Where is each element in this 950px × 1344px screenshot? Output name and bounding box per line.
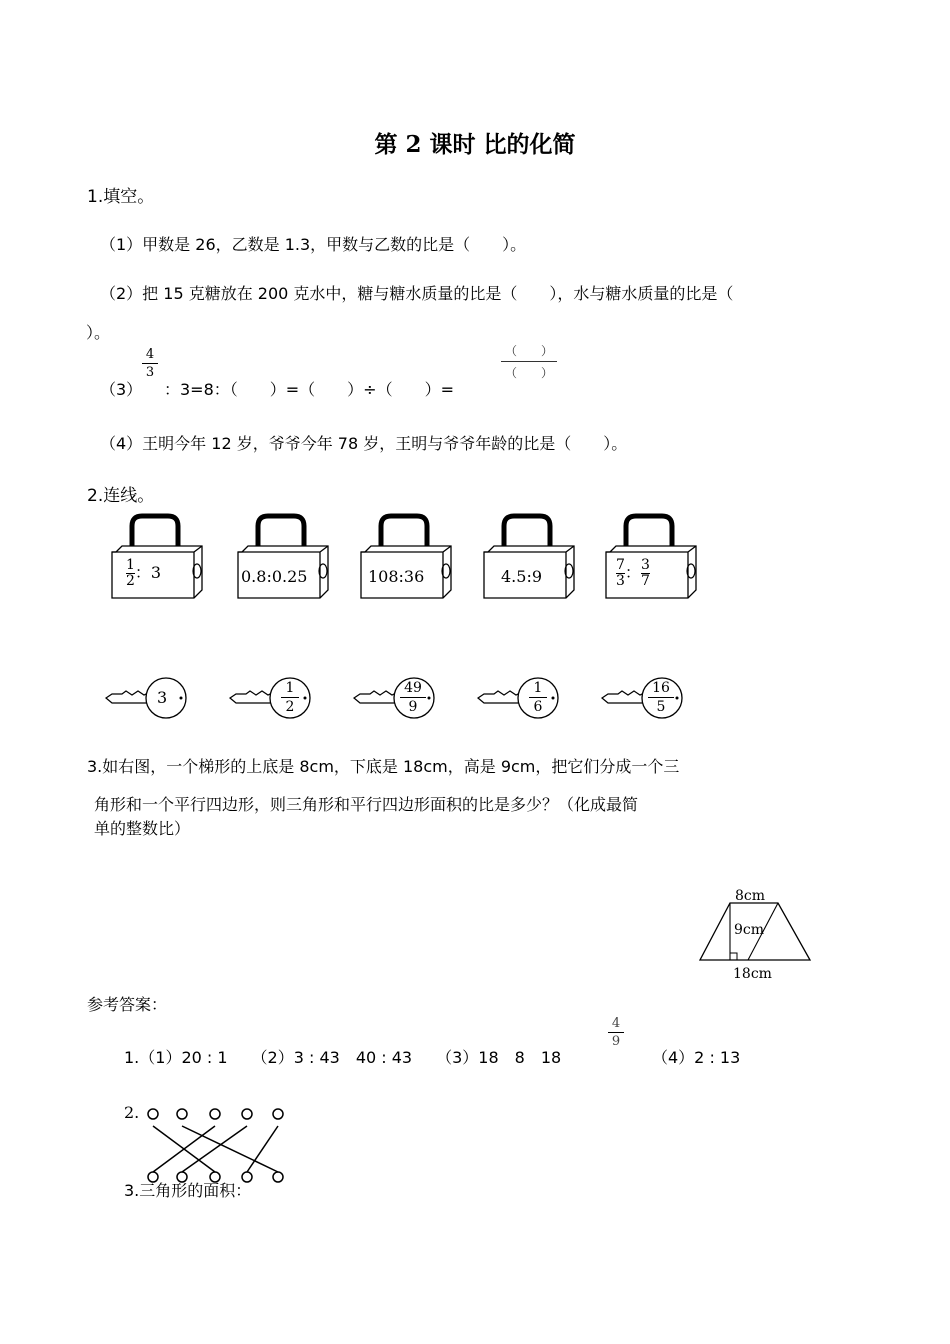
- key-4-label: [529, 680, 547, 715]
- q2-heading: 2.连线。: [87, 486, 155, 506]
- fig-top-label: 8cm: [735, 888, 766, 904]
- lock-3-label: 108:36: [368, 567, 425, 586]
- answer-1b: （4）2 : 13: [652, 1048, 741, 1067]
- lock-5-label: [616, 558, 650, 589]
- key-5-num: 16: [652, 680, 670, 696]
- q1-part3-prefix: （3）: [100, 380, 143, 399]
- lock-icon: [480, 512, 580, 604]
- key-3-den: 9: [408, 699, 418, 715]
- lock-5-den2: 7: [640, 573, 650, 589]
- lock-5-sep: ：: [624, 563, 641, 582]
- key-3: [352, 676, 436, 720]
- key-5-den: 5: [656, 699, 666, 715]
- lock-5-den1: 3: [616, 573, 625, 589]
- key-1: [104, 676, 188, 720]
- key-4-num: 1: [533, 680, 543, 696]
- q1-part3-blank-num: （ ）: [504, 344, 553, 358]
- answers-heading: 参考答案：: [87, 995, 168, 1014]
- q1-part3-fraction: [142, 347, 158, 380]
- page-title: 第 2 课时 比的化简: [374, 131, 576, 158]
- answer-2-label: 2.: [124, 1103, 140, 1122]
- lock-1-label: [126, 558, 161, 589]
- lock-5-num1: 7: [616, 557, 625, 573]
- lock-icon: [357, 512, 457, 604]
- lock-icon: [234, 512, 334, 604]
- q1-heading: 1.填空。: [87, 187, 155, 207]
- lock-5: [602, 512, 702, 604]
- q1-part3-frac-num: 4: [145, 347, 155, 362]
- key-3-label: [400, 680, 426, 715]
- answer-3: 3.三角形的面积：: [124, 1181, 252, 1200]
- q1-part3-blank-den: （ ）: [504, 366, 553, 380]
- q3-line3: 单的整数比）: [94, 819, 191, 838]
- lock-1-rest: ：3: [134, 563, 162, 582]
- key-icon: [476, 676, 560, 720]
- lock-1-num: 1: [126, 557, 135, 573]
- lock-3: [357, 512, 457, 604]
- key-2: [228, 676, 312, 720]
- q3-line2: 角形和一个平行四边形，则三角形和平行四边形面积的比是多少？（化成最简: [94, 795, 639, 814]
- lock-1-den: 2: [126, 573, 135, 589]
- answer-1-frac-den: 9: [611, 1034, 621, 1049]
- lock-4: [480, 512, 580, 604]
- key-icon: [228, 676, 312, 720]
- lock-2: [234, 512, 334, 604]
- q1-part3-frac-den: 3: [145, 365, 155, 380]
- answer-1-fraction: [608, 1016, 624, 1049]
- key-3-num: 49: [404, 680, 422, 696]
- fig-height-label: 9cm: [734, 922, 765, 938]
- answer-1a: 1.（1）20 : 1 （2）3 : 43 40 : 43 （3）18 8 18: [124, 1048, 562, 1067]
- key-1-label: 3: [157, 688, 168, 707]
- key-5: [600, 676, 684, 720]
- answer-1-frac-num: 4: [611, 1016, 621, 1031]
- q1-part1: （1）甲数是 26，乙数是 1.3，甲数与乙数的比是（ ）。: [100, 235, 527, 254]
- key-2-den: 2: [285, 699, 295, 715]
- key-5-label: [648, 680, 674, 715]
- fig-bottom-label: 18cm: [733, 966, 772, 982]
- q3-line1: 3.如右图，一个梯形的上底是 8cm，下底是 18cm，高是 9cm，把它们分成一个三: [87, 757, 680, 776]
- q1-part2-line2: ）。: [86, 323, 111, 342]
- key-2-num: 1: [285, 680, 295, 696]
- lock-2-label: 0.8:0.25: [241, 567, 308, 586]
- matching-answer-diagram: [142, 1104, 292, 1184]
- key-icon: [104, 676, 188, 720]
- q1-part3-text: ：3=8：（ ）=（ ）÷（ ）=: [164, 380, 454, 399]
- lock-5-num2: 3: [640, 557, 650, 573]
- lock-4-label: 4.5:9: [501, 567, 543, 586]
- key-4: [476, 676, 560, 720]
- q1-part3-blank-fraction: [501, 342, 557, 381]
- q1-part2-line1: （2）把 15 克糖放在 200 克水中，糖与糖水质量的比是（ ），水与糖水质量的比是（: [100, 284, 734, 303]
- lock-1: [108, 512, 208, 604]
- key-4-den: 6: [533, 699, 543, 715]
- trapezoid-figure: [692, 882, 822, 982]
- q1-part4: （4）王明今年 12 岁，爷爷今年 78 岁，王明与爷爷年龄的比是（ ）。: [100, 434, 628, 453]
- key-2-label: [281, 680, 299, 715]
